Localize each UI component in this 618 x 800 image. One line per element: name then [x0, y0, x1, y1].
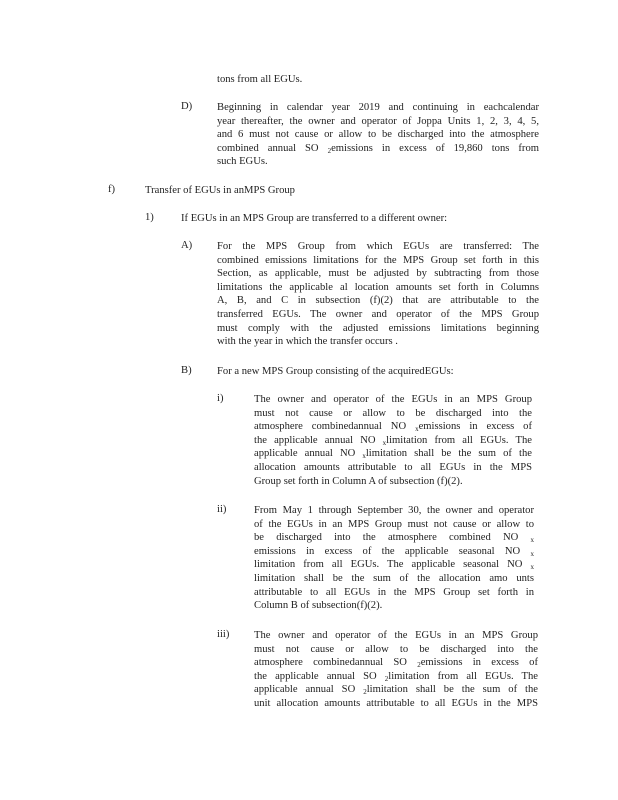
text-line: limitation shall be the sum of the allocation amo unts	[254, 572, 534, 584]
text-line	[254, 656, 538, 670]
text-line: Column B of subsection(f)(2).	[254, 600, 383, 612]
text-line: The owner and operator of the EGUs in an MPS Group	[254, 630, 538, 641]
subscript: 2	[417, 661, 421, 670]
subscript: x	[362, 452, 366, 461]
text-segment: combined annual SO	[217, 142, 328, 154]
subsection-label: 1)	[145, 212, 154, 223]
text-line	[254, 447, 532, 461]
text-line: If EGUs in an MPS Group are transferred to a different owner:	[181, 213, 448, 224]
text-line	[254, 670, 538, 684]
paragraph-text	[217, 365, 454, 379]
item-label: iii)	[217, 629, 230, 640]
text-line: year thereafter, the owner and operator of Joppa Units 1, 2, 3, 4, 5,	[217, 115, 539, 127]
subscript: x	[415, 425, 419, 434]
subscript: x	[530, 563, 534, 572]
text-line	[254, 683, 538, 697]
text-line: must comply with the adjusted emissions limitations beginning	[217, 322, 539, 334]
text-line: attributable to all EGUs in the MPS Group set forth in	[254, 586, 534, 598]
text-line	[254, 531, 534, 545]
text-line: Section, as applicable, must be adjusted by subtracting from those	[217, 268, 539, 280]
text-line: must not cause or allow to be discharged into the	[254, 643, 538, 655]
text-segment: limitation from all EGUs. The applicable seasonal NO	[254, 559, 531, 571]
text-segment: the applicable annual SO	[254, 670, 385, 682]
paragraph-text	[254, 393, 532, 488]
text-line: with the year in which the transfer occurs .	[217, 336, 398, 348]
text-line: such EGUs.	[217, 156, 268, 168]
text-segment: emissions in excess of 19,860 tons from	[331, 142, 539, 154]
paragraph-text	[254, 629, 538, 711]
text-line	[254, 545, 534, 559]
text-line: limitations the applicable al location amounts set forth in Columns	[217, 281, 539, 293]
text-segment: atmosphere combinedannual NO	[254, 421, 416, 433]
section-heading	[145, 184, 295, 198]
text-line	[254, 558, 534, 572]
subscript: 2	[384, 674, 389, 683]
text-line: Beginning in calendar year 2019 and continuing in eachcalendar	[217, 102, 539, 113]
item-label: i)	[217, 393, 224, 404]
text-segment: emissions in excess of	[420, 657, 538, 669]
text-line: must not cause or allow to be discharged into the	[254, 407, 532, 419]
paragraph-text	[217, 73, 302, 87]
text-line: unit allocation amounts attributable to all EGUs in the MPS	[254, 697, 538, 709]
text-segment: the applicable annual NO	[254, 434, 383, 446]
subscript: x	[530, 536, 534, 545]
text-segment: limitation shall be the sum of the	[366, 684, 538, 696]
paragraph-text	[254, 504, 534, 613]
item-label: ii)	[217, 504, 227, 515]
text-line: and 6 must not cause or allow to be discharged into the atmosphere	[217, 129, 539, 141]
subsection-label: A)	[181, 240, 193, 251]
text-segment: limitation from all EGUs. The	[388, 670, 538, 682]
text-segment: emissions in excess of the applicable seasonal NO	[254, 545, 531, 557]
section-label: f)	[108, 184, 116, 195]
text-segment: emissions in excess of	[418, 421, 533, 433]
text-line: tons from all EGUs.	[217, 74, 303, 85]
subscript: x	[530, 549, 534, 558]
text-line: For a new MPS Group consisting of the acquiredEGUs:	[217, 366, 454, 377]
text-line: transferred EGUs. The owner and operator of the MPS Group	[217, 308, 539, 320]
text-segment: atmosphere combinedannual SO	[254, 657, 418, 669]
subscript: 2	[363, 688, 367, 697]
text-line: From May 1 through September 30, the owner and operator	[254, 505, 534, 516]
text-line	[217, 142, 539, 156]
text-line: A, B, and C in subsection (f)(2) that are attributable to the	[217, 295, 539, 307]
text-line: The owner and operator of the EGUs in an MPS Group	[254, 394, 532, 405]
text-segment: applicable annual SO	[254, 684, 364, 696]
text-line	[254, 420, 532, 434]
text-segment: limitation shall be the sum of the	[365, 448, 532, 460]
subsection-label: B)	[181, 365, 192, 376]
text-line: allocation amounts attributable to all EGUs in the MPS	[254, 461, 532, 473]
text-segment: applicable annual NO	[254, 448, 363, 460]
text-line: Group set forth in Column A of subsection (f)(2).	[254, 475, 463, 487]
text-line: of the EGUs in an MPS Group must not cause or allow to	[254, 518, 534, 530]
paragraph-text	[217, 240, 539, 349]
text-segment: be discharged into the atmosphere combined NO	[254, 532, 531, 544]
subscript: 2	[327, 146, 332, 155]
subscript: x	[382, 438, 387, 447]
paragraph-text	[217, 101, 539, 169]
text-line: For the MPS Group from which EGUs are transferred: The	[217, 241, 539, 252]
subsection-label: D)	[181, 101, 193, 112]
text-segment: limitation from all EGUs. The	[386, 434, 532, 446]
text-line: Transfer of EGUs in anMPS Group	[145, 185, 295, 196]
text-line: combined emissions limitations for the MPS Group set forth in this	[217, 254, 539, 266]
text-line	[254, 434, 532, 448]
paragraph-text	[181, 212, 447, 226]
